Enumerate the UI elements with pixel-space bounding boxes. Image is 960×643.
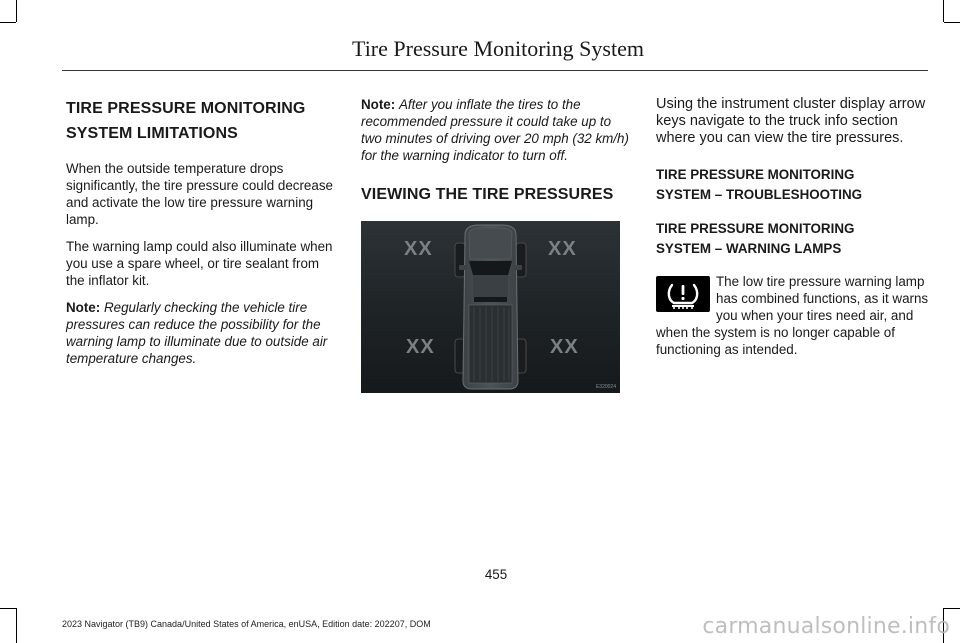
tire-pressure-front-right: XX [548,238,577,260]
edition-footer: 2023 Navigator (TB9) Canada/United States of America, enUSA, Edition date: 202207, DOM [62,619,431,629]
crop-mark-tl-h [0,22,16,23]
section-heading-limitations [66,96,338,146]
crop-mark-bl-h [0,608,16,609]
crop-mark-bl-v [16,608,17,643]
warning-lamp-block [656,273,930,358]
truck-top-view-icon [361,221,620,393]
tire-pressure-front-left: XX [404,238,433,260]
paragraph-spare-wheel: The warning lamp could also illuminate when you use a spare wheel, or tire sealant from the inflator kit. [66,239,333,288]
page-header-title: Tire Pressure Monitoring System [352,36,644,61]
heading-line-1: TIRE PRESSURE MONITORING [656,221,855,236]
paragraph-cluster-display: Using the instrument cluster display arrow keys navigate to the truck info section where you can view the tire pressures. [656,96,926,146]
note-label: Note: [66,300,101,315]
heading-line-2: SYSTEM LIMITATIONS [66,125,238,142]
note-text: Regularly checking the vehicle tire pressures can reduce the possibility for the warning lamp to illuminate due to outside air temperature changes. [66,300,328,366]
heading-line-1: TIRE PRESSURE MONITORING [656,167,855,182]
tire-pressure-rear-right: XX [550,336,579,358]
column-2 [361,96,633,393]
crop-mark-tl-v [16,0,17,22]
tire-pressure-rear-left: XX [406,336,435,358]
header-rule [62,70,928,71]
note-label: Note: [361,97,396,112]
crop-mark-tr-v [943,0,944,22]
column-1 [66,96,338,367]
page-number: 455 [484,567,508,582]
column-3 [656,96,930,358]
note-regular-checking [66,299,338,367]
note-inflate [361,96,633,164]
heading-line-2: SYSTEM – WARNING LAMPS [656,241,842,256]
figure-code: E320024 [595,384,616,390]
tire-pressure-warning-icon [656,276,710,312]
section-heading-warning-lamps [656,219,930,259]
watermark: carmanualsonline.info [702,614,950,639]
crop-mark-br-h [944,608,960,609]
crop-mark-tr-h [944,22,960,23]
section-heading-viewing: VIEWING THE TIRE PRESSURES [361,186,614,203]
heading-line-1: TIRE PRESSURE MONITORING [66,100,306,117]
section-heading-troubleshooting [656,165,930,205]
paragraph-warning-lamp: The low tire pressure warning lamp has combined functions, as it warns you when your tires need air, and when the system is no longer capable of functioning as intended. [656,274,929,357]
paragraph-temperature: When the outside temperature drops significantly, the tire pressure could decrease and activate the low tire pressure warning lamp. [66,161,333,227]
tire-pressure-display-figure [361,221,620,393]
heading-line-2: SYSTEM – TROUBLESHOOTING [656,187,863,202]
note-text: After you inflate the tires to the recommended pressure it could take up to two minutes of driving over 20 mph (32 km/h) for the warning indicator to turn off. [361,97,629,163]
